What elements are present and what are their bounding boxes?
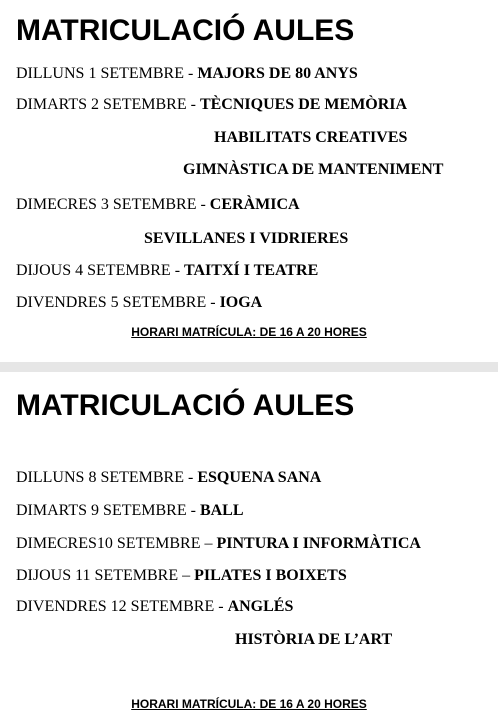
schedule-day: DIVENDRES 5 SETEMBRE bbox=[16, 294, 207, 311]
separator: - bbox=[184, 65, 198, 82]
course-name: HABILITATS CREATIVES bbox=[214, 129, 408, 146]
schedule-line bbox=[214, 130, 407, 146]
schedule-line bbox=[16, 197, 300, 213]
schedule-line bbox=[16, 97, 407, 113]
schedule-line bbox=[16, 599, 293, 615]
course-name: GIMNÀSTICA DE MANTENIMENT bbox=[183, 161, 444, 178]
separator: – bbox=[178, 567, 195, 584]
document-page-1 bbox=[0, 0, 498, 362]
separator: - bbox=[186, 96, 200, 113]
course-name: TAITXÍ I TEATRE bbox=[184, 262, 319, 279]
separator: - bbox=[206, 294, 220, 311]
separator: - bbox=[170, 262, 185, 279]
separator: - bbox=[214, 598, 228, 615]
schedule-line bbox=[16, 536, 421, 552]
course-name: MAJORS DE 80 ANYS bbox=[197, 65, 358, 82]
course-name: ESQUENA SANA bbox=[197, 469, 322, 486]
page-title: MATRICULACIÓ AULES bbox=[16, 14, 355, 47]
schedule-line bbox=[16, 568, 347, 584]
course-name: ANGLÉS bbox=[227, 598, 294, 615]
schedule-day: DIMECRES10 SETEMBRE bbox=[16, 535, 201, 552]
course-name: CERÀMICA bbox=[209, 196, 300, 213]
enrollment-hours: HORARI MATRÍCULA: DE 16 A 20 HORES bbox=[131, 697, 367, 711]
course-name: HISTÒRIA DE L’ART bbox=[235, 631, 393, 648]
schedule-day: DILLUNS 8 SETEMBRE bbox=[16, 469, 184, 486]
schedule-day: DIVENDRES 12 SETEMBRE bbox=[16, 598, 215, 615]
schedule-day: DIMARTS 2 SETEMBRE bbox=[16, 96, 187, 113]
schedule-day: DILLUNS 1 SETEMBRE bbox=[16, 65, 184, 82]
course-name: TÈCNIQUES DE MEMÒRIA bbox=[199, 96, 408, 113]
schedule-line bbox=[16, 66, 358, 82]
schedule-line bbox=[16, 470, 321, 486]
page-title: MATRICULACIÓ AULES bbox=[16, 389, 355, 422]
enrollment-hours: HORARI MATRÍCULA: DE 16 A 20 HORES bbox=[131, 325, 367, 339]
separator: - bbox=[186, 502, 200, 519]
schedule-line bbox=[183, 162, 443, 178]
schedule-line bbox=[16, 263, 318, 279]
schedule-day: DIJOUS 11 SETEMBRE bbox=[16, 567, 179, 584]
separator: - bbox=[196, 196, 210, 213]
course-name: SEVILLANES I VIDRIERES bbox=[144, 230, 349, 247]
page-separator bbox=[0, 362, 498, 372]
schedule-line bbox=[16, 295, 262, 311]
document-page-2 bbox=[0, 372, 498, 725]
schedule-line bbox=[235, 632, 392, 648]
schedule-line bbox=[16, 503, 244, 519]
schedule-day: DIMARTS 9 SETEMBRE bbox=[16, 502, 187, 519]
course-name: BALL bbox=[199, 502, 244, 519]
schedule-day: DIMECRES 3 SETEMBRE bbox=[16, 196, 197, 213]
separator: - bbox=[184, 469, 198, 486]
course-name: IOGA bbox=[219, 294, 263, 311]
separator: – bbox=[200, 535, 217, 552]
course-name: PINTURA I INFORMÀTICA bbox=[216, 535, 421, 552]
course-name: PILATES I BOIXETS bbox=[194, 567, 347, 584]
schedule-line bbox=[144, 231, 348, 247]
schedule-day: DIJOUS 4 SETEMBRE bbox=[16, 262, 171, 279]
